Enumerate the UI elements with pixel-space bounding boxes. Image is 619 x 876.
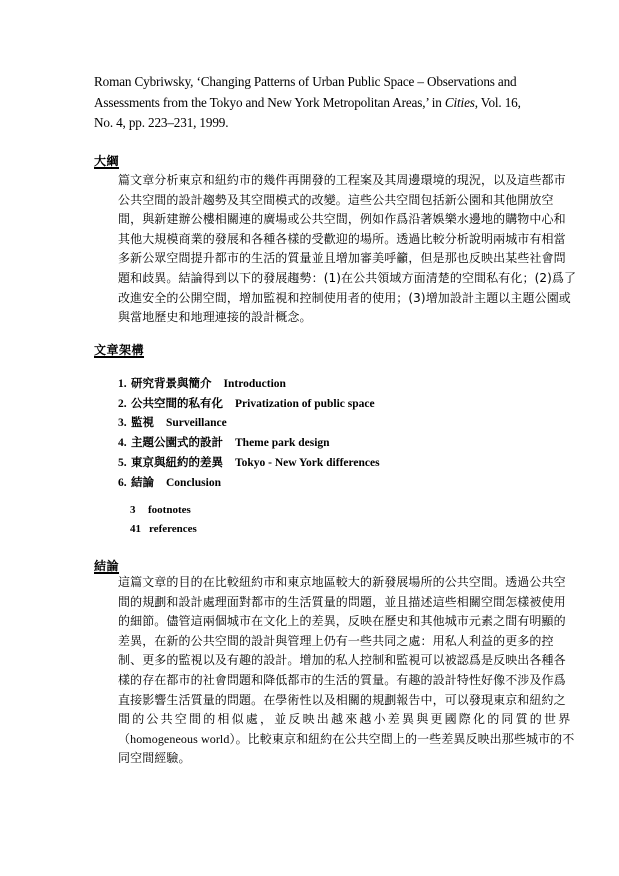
item-title-en: Privatization of public space <box>235 397 375 410</box>
structure-list <box>118 374 380 492</box>
count-number: 3 <box>130 504 136 516</box>
conclusion-line: 直接影響生活質量的問題。在學術性以及相關的規劃報告中，可以發現東京和紐約之 <box>118 692 566 707</box>
item-number: 1. <box>118 378 127 390</box>
footnotes-count <box>130 501 197 520</box>
item-title-zh: 東京與紐約的差異 <box>131 454 223 469</box>
conclusion-line: 間的規劃和設計處理面對都市的生活質量的問題，並且描述這些相關空間怎樣被使用 <box>118 594 566 609</box>
count-label: footnotes <box>148 504 191 516</box>
item-title-en: Theme park design <box>235 437 330 450</box>
item-title-en: Conclusion <box>166 476 221 489</box>
citation-line-1: Roman Cybriwsky, ‘Changing Patterns of Urban Public Space – Observations and <box>94 74 517 89</box>
references-count <box>130 520 197 539</box>
citation-line-3: No. 4, pp. 223–231, 1999. <box>94 115 229 130</box>
conclusion-line: 樣的存在都市的社會問題和降低都市的生活的質量。有趣的設計特性好像不涉及作爲 <box>118 672 566 687</box>
conclusion-line: 的細節。儘管這兩個城市在文化上的差異，反映在歷史和其他城市元素之間有明顯的 <box>118 614 566 629</box>
outline-line: 公共空間的設計趨勢及其空間模式的改變。這些公共空間包括新公園和其他開放空 <box>118 192 554 207</box>
structure-item <box>118 413 380 433</box>
conclusion-line-9-text: 。比較東京和紐約在公共空間上的一些差異反映出那些城市的不 <box>235 731 575 746</box>
conclusion-line: 制、更多的監視以及有趣的設計。增加的私人控制和監視可以被認爲是反映出各種各 <box>118 653 566 668</box>
homogeneous-world-term: （homogeneous world） <box>118 731 236 746</box>
item-title-zh: 主題公園式的設計 <box>131 435 223 450</box>
conclusion-line: 這篇文章的目的在比較紐約市和東京地區較大的新發展場所的公共空間。透過公共空 <box>118 575 566 589</box>
structure-item <box>118 433 380 453</box>
count-number: 41 <box>130 523 141 535</box>
item-title-en: Introduction <box>223 378 286 390</box>
outline-line: 篇文章分析東京和紐約市的幾件再開發的工程案及其周邊環境的現況，以及這些都市 <box>118 173 566 187</box>
structure-heading: 文章架構 <box>94 343 145 357</box>
count-label: references <box>149 523 197 535</box>
conclusion-line: 間的公共空間的相似處，並反映出越來越小差異與更國際化的同質的世界 <box>118 712 573 727</box>
item-title-zh: 研究背景與簡介 <box>131 376 212 390</box>
citation-volume: , Vol. 16, <box>474 94 521 110</box>
outline-line: 間，與新建辦公樓相關連的廣場或公共空間，例如作爲沿著娛樂水邊地的購物中心和 <box>118 212 566 227</box>
structure-item <box>118 473 380 493</box>
outline-line: 改進安全的公開空間，增加監視和控制使用者的使用；(3)增加設計主題以主題公園或 <box>118 290 571 305</box>
item-number: 4. <box>118 437 127 450</box>
item-title-zh: 結論 <box>131 474 154 489</box>
journal-name: Cities <box>444 94 475 110</box>
conclusion-line: 差異，在新的公共空間的設計與管理上仍有一些共同之處：用私人利益的更多的控 <box>118 633 554 648</box>
outline-line: 其他大規模商業的發展和各種各樣的受歡迎的場所。透過比較分析說明兩城市有相當 <box>118 231 566 246</box>
conclusion-paragraph <box>118 573 575 769</box>
reference-counts <box>130 501 197 539</box>
structure-item <box>118 394 380 414</box>
item-number: 5. <box>118 456 127 469</box>
item-title-en: Tokyo - New York differences <box>235 456 380 469</box>
conclusion-heading: 結論 <box>94 559 120 573</box>
citation <box>94 72 534 134</box>
outline-line: 多新公眾空間提升都市的生活的質量並且增加審美呼籲，但是那也反映出某些社會問 <box>118 251 566 266</box>
item-title-zh: 公共空間的私有化 <box>131 395 223 410</box>
conclusion-line <box>118 730 575 750</box>
outline-heading: 大綱 <box>94 154 120 168</box>
item-number: 3. <box>118 417 127 430</box>
item-number: 6. <box>118 476 127 489</box>
outline-line: 題和歧異。結論得到以下的發展趨勢：(1)在公共領域方面清楚的空間私有化；(2)爲了 <box>118 270 577 285</box>
structure-item <box>118 453 380 473</box>
structure-item <box>118 374 380 394</box>
item-number: 2. <box>118 397 127 410</box>
item-title-zh: 監視 <box>131 415 154 430</box>
citation-line-2: Assessments from the Tokyo and New York Metropolitan Areas,’ in <box>94 94 445 110</box>
item-title-en: Surveillance <box>166 417 227 430</box>
outline-line: 與當地歷史和地理連接的設計概念。 <box>118 310 312 325</box>
outline-paragraph <box>118 171 577 328</box>
conclusion-line: 同空間經驗。 <box>118 751 191 766</box>
